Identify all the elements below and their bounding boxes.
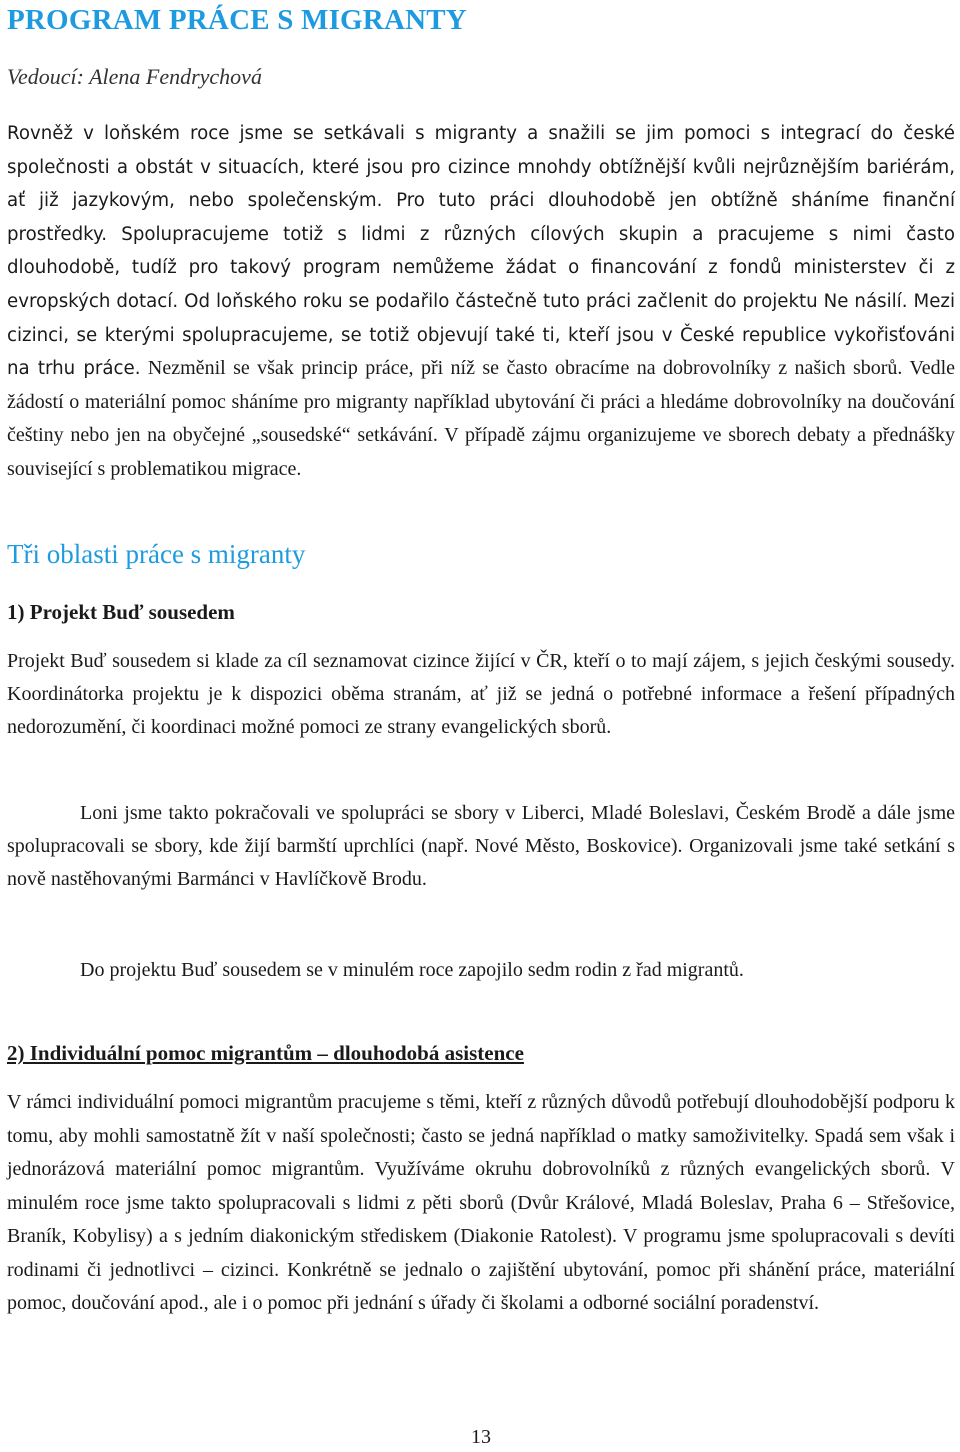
intro-paragraph: [7, 117, 955, 487]
project2-heading: 2) Individuální pomoc migrantům – dlouhodobá asistence: [7, 1041, 524, 1065]
page-title: PROGRAM PRÁCE S MIGRANTY: [7, 4, 467, 36]
project1-paragraph-3: Do projektu Buď sousedem se v minulém roce zapojilo sedm rodin z řad migrantů.: [80, 959, 744, 981]
project2-paragraph-1: V rámci individuální pomoci migrantům pracujeme s těmi, kteří z různých důvodů potřebují dlouhodobější podporu k tomu, aby mohli samostatně žít v naší společnosti; často se jedná například o matky samoživitelky. Spadá sem však i jednorázová materiální pomoc migrantům. Využíváme okruhu dobrovolníků z různých evangelických sborů. V minulém roce jsme takto spolupracovali s lidmi z pěti sborů (Dvůr Králové, Mladá Boleslav, Praha 6 – Střešovice, Braník, Kobylisy) a s jedním diakonickým střediskem (Diakonie Ratolest). V programu jsme spolupracovali s devíti rodinami či jednotlivci – cizinci. Konkrétně se jednalo o zajištění ubytování, pomoc při shánění práce, materiální pomoc, doučování apod., ale i o pomoc při jednání s úřady či školami a odborné sociální poradenství.: [7, 1091, 955, 1314]
page-number: 13: [471, 1426, 491, 1448]
project1-heading: 1) Projekt Buď sousedem: [7, 600, 235, 624]
project1-paragraph-1: Projekt Buď sousedem si klade za cíl seznamovat cizince žijící v ČR, kteří o to mají zájem, s jejich českými sousedy. Koordinátorka projektu je k dispozici oběma stranám, ať již se jedná o potřebné informace a řešení případných nedorozumění, či koordinaci možné pomoci ze strany evangelických sborů.: [7, 650, 955, 738]
intro-text-sans: Rovněž v loňském roce jsme se setkávali s migranty a snažili se jim pomoci s integrací do české společnosti a obstát v situacích, které jsou pro cizince mnohdy obtížnější kvůli nejrůznějším bariérám, ať již jazykovým, nebo společenským. Pro tuto práci dlouhodobě jen obtížně sháníme finanční prostředky. Spolupracujeme totiž s lidmi z různých cílových skupin a pracujeme s nimi často dlouhodobě, tudíž pro takový program nemůžeme žádat o financování z fondů ministerstev či z evropských dotací. Od loňského roku se podařilo částečně tuto práci začlenit do projektu Ne násilí. Mezi cizinci, se kterými spolupracujeme, se totiž objevují také ti, kteří jsou v České republice vykořisťováni na trhu práce.: [7, 123, 955, 380]
program-leader: Vedoucí: Alena Fendrychová: [7, 64, 262, 89]
intro-text-serif: Nezměnil se však princip práce, při níž se často obracíme na dobrovolníky z našich sborů. Vedle žádostí o materiální pomoc sháníme pro migranty například ubytování či práci a hledáme dobrovolníky na doučování češtiny nebo jen na obyčejné „sousedské“ setkávání. V případě zájmu organizujeme ve sborech debaty a přednášky související s problematikou migrace.: [7, 357, 956, 480]
project1-paragraph-2: Loni jsme takto pokračovali ve spolupráci se sbory v Liberci, Mladé Boleslavi, Českém Brodě a dále jsme spolupracovali se sbory, kde žijí barmští uprchlíci (např. Nové Město, Boskovice). Organizovali jsme také setkání s nově nastěhovanými Barmánci v Havlíčkově Brodu.: [7, 802, 955, 890]
section-heading: Tři oblasti práce s migranty: [7, 539, 306, 569]
